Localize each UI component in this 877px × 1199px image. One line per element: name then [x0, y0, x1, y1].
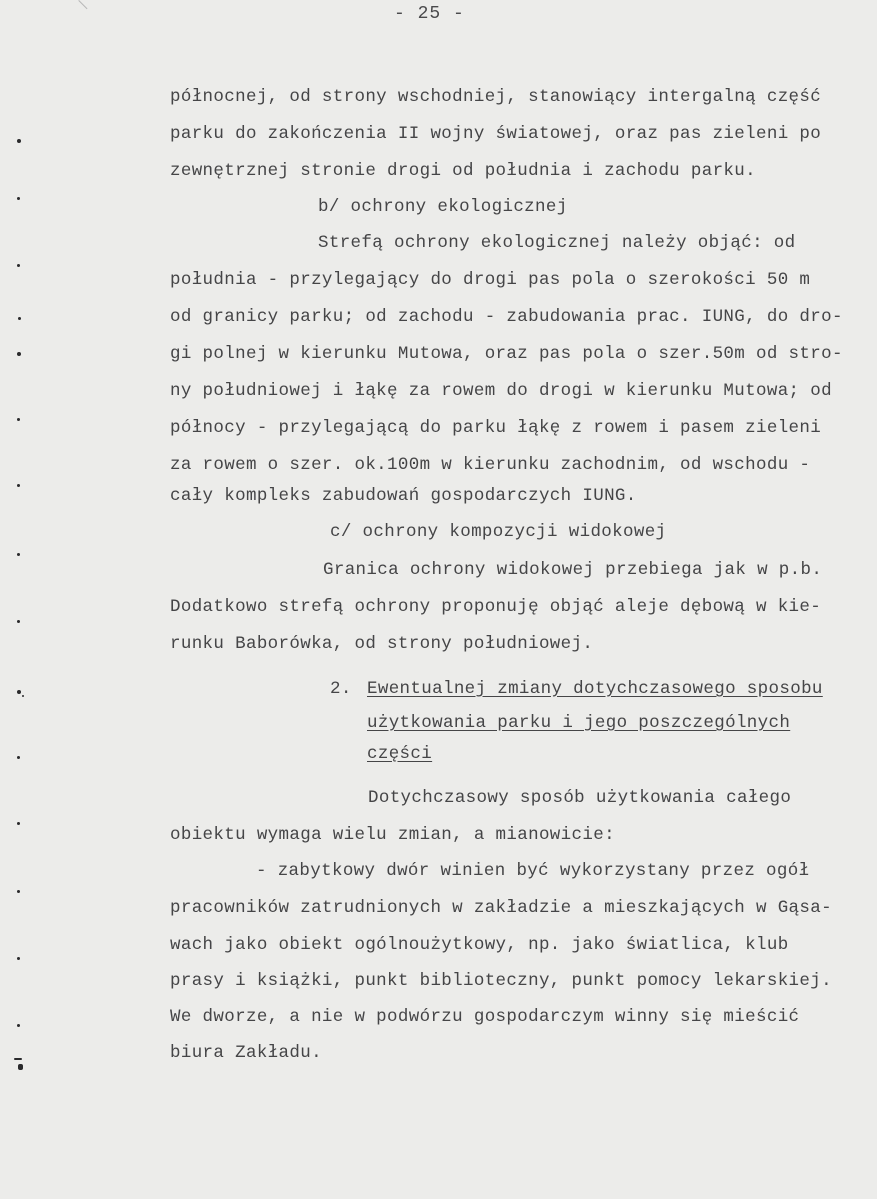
text-line: północnej, od strony wschodniej, stanowiący intergalną część	[170, 87, 822, 107]
text-line: zewnętrznej stronie drogi od południa i zachodu parku.	[170, 161, 756, 181]
text-line: północy - przylegającą do parku łąkę z rowem i pasem zieleni	[170, 418, 822, 438]
text-line: pracowników zatrudnionych w zakładzie a mieszkających w Gąsa-	[170, 898, 832, 918]
margin-mark	[18, 1064, 23, 1070]
section-2-heading-line-2: użytkowania parku i jego poszczególnych	[367, 713, 791, 733]
margin-mark	[17, 139, 21, 143]
margin-mark	[17, 690, 21, 694]
text-line: prasy i książki, punkt biblioteczny, punkt pomocy lekarskiej.	[170, 971, 832, 991]
text-line: Dodatkowo strefą ochrony proponuję objąć aleje dębową w kie-	[170, 597, 822, 617]
margin-mark	[22, 695, 24, 697]
margin-mark	[17, 352, 21, 356]
text-line: wach jako obiekt ogólnoużytkowy, np. jako światlica, klub	[170, 935, 789, 955]
text-line: parku do zakończenia II wojny światowej, oraz pas zieleni po	[170, 124, 822, 144]
text-line: biura Zakładu.	[170, 1043, 322, 1063]
margin-mark	[17, 756, 20, 759]
margin-mark	[17, 1024, 20, 1027]
text-line: południa - przylegający do drogi pas pola o szerokości 50 m	[170, 270, 811, 290]
text-line: gi polnej w kierunku Mutowa, oraz pas pola o szer.50m od stro-	[170, 344, 843, 364]
margin-mark	[17, 418, 20, 421]
text-line: We dworze, a nie w podwórzu gospodarczym winny się mieścić	[170, 1007, 800, 1027]
text-line: od granicy parku; od zachodu - zabudowania prac. IUNG, do dro-	[170, 307, 843, 327]
text-line: Granica ochrony widokowej przebiega jak w p.b.	[323, 560, 823, 580]
text-line: - zabytkowy dwór winien być wykorzystany przez ogół	[256, 861, 810, 881]
margin-mark	[17, 264, 20, 267]
corner-fold-mark	[70, 0, 88, 18]
text-line: runku Baborówka, od strony południowej.	[170, 634, 594, 654]
text-line: Dotychczasowy sposób użytkowania całego	[368, 788, 792, 808]
section-2-number: 2.	[330, 679, 352, 699]
section-2-heading-line-1: Ewentualnej zmiany dotychczasowego sposobu	[367, 679, 823, 699]
margin-mark	[18, 317, 21, 320]
margin-mark	[17, 822, 20, 825]
subsection-c-title: c/ ochrony kompozycji widokowej	[330, 522, 667, 542]
section-2-heading-line-3: części	[367, 744, 433, 764]
text-line: Strefą ochrony ekologicznej należy objąć: od	[318, 233, 796, 253]
page-number: - 25 -	[394, 4, 465, 24]
margin-mark	[17, 957, 20, 960]
margin-mark	[17, 620, 20, 623]
subsection-b-title: b/ ochrony ekologicznej	[318, 197, 568, 217]
margin-mark	[17, 553, 20, 556]
margin-mark	[17, 484, 20, 487]
margin-mark	[17, 890, 20, 893]
text-line: cały kompleks zabudowań gospodarczych IUNG.	[170, 486, 637, 506]
text-line: za rowem o szer. ok.100m w kierunku zachodnim, od wschodu -	[170, 455, 811, 475]
margin-mark	[17, 197, 20, 200]
text-line: ny południowej i łąkę za rowem do drogi w kierunku Mutowa; od	[170, 381, 832, 401]
text-line: obiektu wymaga wielu zmian, a mianowicie:	[170, 825, 615, 845]
margin-mark	[14, 1058, 22, 1060]
